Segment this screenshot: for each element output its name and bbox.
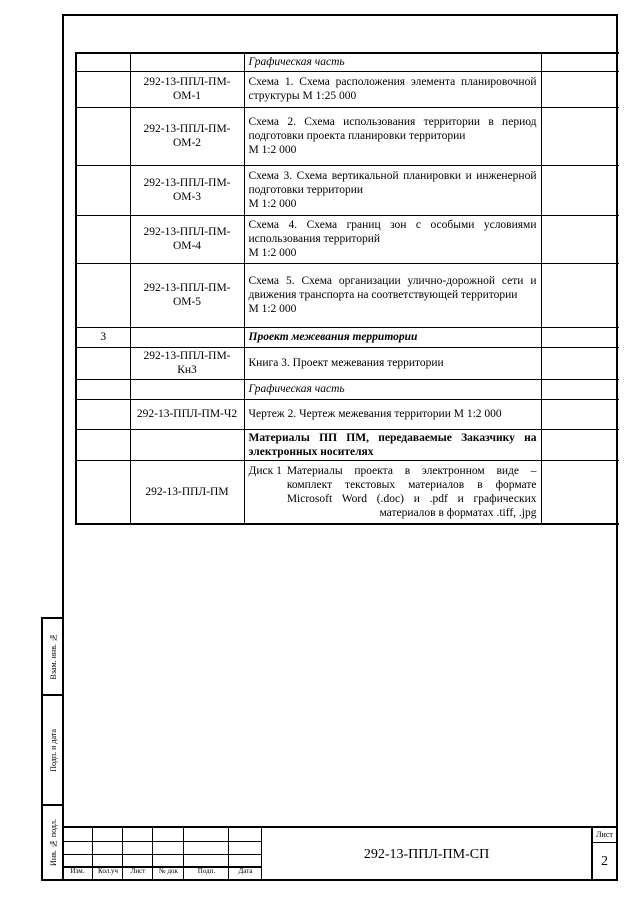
cell-name-text: Схема 3. Схема вертикальной планировки и инженерной подготовки территории xyxy=(248,170,537,196)
stamp-podp-label: Подп. и дата xyxy=(49,728,58,772)
cell-code: 292-13-ППЛ-ПМ xyxy=(130,460,244,524)
table-row xyxy=(76,399,619,429)
disk-description: Материалы проекта в электронном виде – комплект текстовых материалов в формате Microsoft Word (.doc) и .pdf и графических материалов в форматах .tiff, .jpg xyxy=(286,464,537,519)
cell-note xyxy=(541,71,619,107)
document-code: 292-13-ППЛ-ПМ-СП xyxy=(262,828,593,881)
stamp-inv-label: Инв. № подл. xyxy=(49,819,58,866)
cell-name-text: Проект межевания территории xyxy=(248,331,418,343)
cell-note xyxy=(541,107,619,165)
cell-note xyxy=(541,327,619,347)
cell-number xyxy=(76,165,130,215)
cell-number xyxy=(76,53,130,71)
cell-note xyxy=(541,263,619,327)
table-row xyxy=(76,263,619,327)
cell-name xyxy=(244,71,541,107)
cell-number xyxy=(76,399,130,429)
cell-name-text: Схема 2. Схема использования территории в период подготовки проекта планировки территории xyxy=(248,116,537,142)
cell-code: 292-13-ППЛ-ПМ-Кн3 xyxy=(130,347,244,379)
cell-code: 292-13-ППЛ-ПМ-ОМ-4 xyxy=(130,215,244,263)
cell-name xyxy=(244,165,541,215)
cell-name xyxy=(244,107,541,165)
cell-name xyxy=(244,215,541,263)
cell-name-text: Графическая часть xyxy=(248,383,345,395)
stamp-vzam-inv xyxy=(41,617,62,696)
table-row xyxy=(76,460,619,524)
table-row xyxy=(76,71,619,107)
table-row xyxy=(76,379,619,399)
table-row xyxy=(76,429,619,460)
cell-name xyxy=(244,399,541,429)
stamp-inv-podl xyxy=(41,806,62,881)
col-list: Лист xyxy=(130,867,146,875)
cell-name-text: Материалы ПП ПМ, передаваемые Заказчику на электронных носителях xyxy=(248,431,537,458)
col-izm: Изм. xyxy=(70,867,85,875)
col-podp: Подп. xyxy=(197,867,216,875)
cell-name-scale: М 1:2 000 xyxy=(248,144,297,156)
cell-name xyxy=(244,429,541,460)
sheet-label: Лист xyxy=(593,828,616,843)
cell-code: 292-13-ППЛ-ПМ-ОМ-3 xyxy=(130,165,244,215)
cell-name-scale: М 1:2 000 xyxy=(248,198,297,210)
cell-number xyxy=(76,215,130,263)
cell-code xyxy=(130,53,244,71)
cell-code: 292-13-ППЛ-ПМ-ОМ-2 xyxy=(130,107,244,165)
cell-name xyxy=(244,347,541,379)
cell-code: 292-13-ППЛ-ПМ-Ч2 xyxy=(130,399,244,429)
cell-note xyxy=(541,347,619,379)
cell-number xyxy=(76,379,130,399)
cell-name-text: Книга 3. Проект межевания территории xyxy=(248,357,444,369)
cell-number xyxy=(76,263,130,327)
cell-note xyxy=(541,460,619,524)
disk-label: Диск 1 xyxy=(248,464,282,477)
cell-code xyxy=(130,429,244,460)
cell-number xyxy=(76,347,130,379)
cell-name-text: Схема 5. Схема организации улично-дорожной сети и движения транспорта на соответствующей территории xyxy=(248,275,537,301)
cell-number xyxy=(76,460,130,524)
cell-name-text: Графическая часть xyxy=(248,56,345,69)
table-row xyxy=(76,107,619,165)
stamp-podp-data xyxy=(41,696,62,806)
cell-code xyxy=(130,327,244,347)
cell-code: 292-13-ППЛ-ПМ-ОМ-1 xyxy=(130,71,244,107)
cell-note xyxy=(541,399,619,429)
cell-note xyxy=(541,379,619,399)
table-row xyxy=(76,53,619,71)
cell-name-text: Чертеж 2. Чертеж межевания территории М 1:2 000 xyxy=(248,408,502,420)
table-row xyxy=(76,165,619,215)
cell-name-text: Схема 1. Схема расположения элемента планировочной структуры М 1:25 000 xyxy=(248,76,537,102)
stamp-vzam-label: Взам. инв. № xyxy=(49,633,58,680)
sheet-box xyxy=(593,828,616,881)
cell-note xyxy=(541,165,619,215)
col-data: Дата xyxy=(238,867,253,875)
cell-number xyxy=(76,71,130,107)
cell-note xyxy=(541,215,619,263)
cell-note xyxy=(541,53,619,71)
cell-code: 292-13-ППЛ-ПМ-ОМ-5 xyxy=(130,263,244,327)
cell-name xyxy=(244,460,541,524)
sheet-number: 2 xyxy=(601,854,608,869)
cell-number xyxy=(76,107,130,165)
cell-name-scale: М 1:2 000 xyxy=(248,247,297,259)
table-row xyxy=(76,327,619,347)
cell-name xyxy=(244,379,541,399)
cell-name xyxy=(244,53,541,71)
cell-name xyxy=(244,263,541,327)
cell-code xyxy=(130,379,244,399)
table-row xyxy=(76,347,619,379)
col-kol-uch: Кол.уч xyxy=(98,867,118,875)
col-n-dok: № док xyxy=(159,867,178,875)
cell-note xyxy=(541,429,619,460)
cell-number: 3 xyxy=(76,327,130,347)
table-row xyxy=(76,215,619,263)
cell-name-scale: М 1:2 000 xyxy=(248,303,297,315)
cell-number xyxy=(76,429,130,460)
cell-name xyxy=(244,327,541,347)
spec-table xyxy=(75,52,619,525)
title-block xyxy=(62,826,618,881)
cell-name-text: Схема 4. Схема границ зон с особыми условиями использования территорий xyxy=(248,219,537,245)
